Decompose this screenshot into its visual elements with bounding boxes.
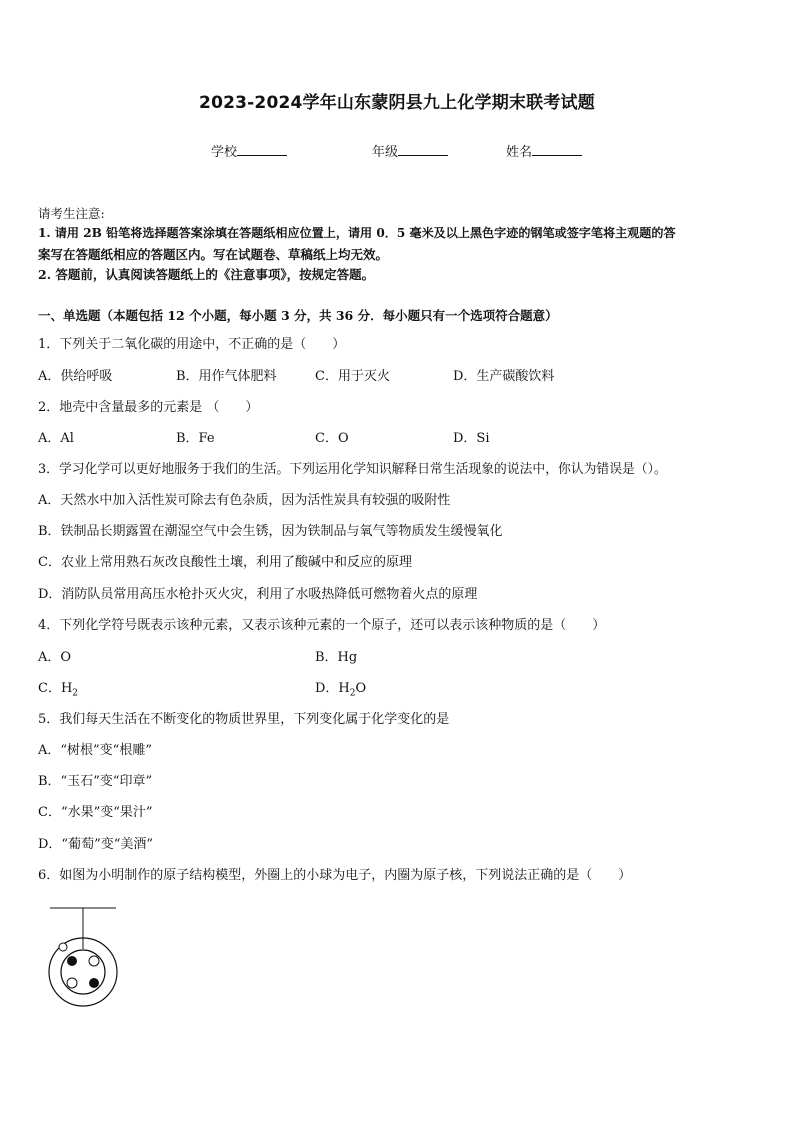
q5-option-c: C．“水果”变“果汁” [38,805,153,820]
q4-option-d-text-end: O [355,681,367,696]
q5-option-a: A．“树根”变“根雕” [38,743,152,758]
notice-line-1: 1. 请用 2B 铅笔将选择题答案涂填在答题纸相应位置上，请用 0．5 毫米及以上黑色字迹的钢笔或签字笔将主观题的答 [38,226,676,240]
grade-blank [398,142,448,156]
notice-line-1b: 案写在答题纸相应的答题区内。写在试题卷、草稿纸上均无效。 [38,247,389,262]
electron [59,943,67,951]
q3-option-a: A．天然水中加入活性炭可除去有色杂质，因为活性炭具有较强的吸附性 [38,493,451,508]
q4-option-c-text: C．H [38,681,73,696]
q4-option-c-subscript: 2 [72,688,79,699]
name-blank [532,142,582,156]
question-4-stem: 4．下列化学符号既表示该种元素，又表示该种元素的一个原子，还可以表示该种物质的是（ ） [38,618,606,633]
grade-label: 年级 [372,145,399,160]
notice-heading: 请考生注意: [38,206,105,221]
section-heading: 一、单选题（本题包括 12 个小题，每小题 3 分，共 36 分．每小题只有一个选项符合题意） [38,308,558,323]
q3-option-c: C．农业上常用熟石灰改良酸性土壤，利用了酸碱中和反应的原理 [38,555,412,570]
q5-option-b: B．“玉石”变“印章” [38,774,153,789]
school-blank [237,142,287,156]
q2-option-b: B．Fe [176,431,215,446]
q4-option-d [315,677,366,699]
name-field [506,141,582,160]
name-label: 姓名 [506,145,533,160]
q4-option-b: B．Hg [315,650,358,665]
nucleus-particle-dark [67,956,77,966]
q1-option-a: A．供给呼吸 [38,369,113,384]
question-6-stem: 6．如图为小明制作的原子结构模型，外圈上的小球为电子，内圈为原子核，下列说法正确的是（ ） [38,868,632,883]
q2-option-c: C．O [315,431,349,446]
nucleus-particle-light [89,956,99,966]
q4-option-d-text: D．H [315,681,350,696]
nucleus-particle-light [67,978,77,988]
page-title: 2023-2024学年山东蒙阴县九上化学期末联考试题 [199,93,595,113]
question-3-stem: 3．学习化学可以更好地服务于我们的生活。下列运用化学知识解释日常生活现象的说法中，你认为错误是（）。 [38,462,667,477]
q1-option-d: D．生产碳酸饮料 [453,369,555,384]
q1-option-b: B．用作气体肥料 [176,369,277,384]
grade-field [372,141,448,160]
school-field [211,141,287,160]
inner-ring [61,950,105,994]
school-label: 学校 [211,145,238,160]
q2-option-a: A．Al [38,431,74,446]
q3-option-b: B．铁制品长期露置在潮湿空气中会生锈，因为铁制品与氧气等物质发生缓慢氧化 [38,524,503,539]
atom-model-figure [44,903,124,1008]
question-5-stem: 5．我们每天生活在不断变化的物质世界里，下列变化属于化学变化的是 [38,712,450,727]
q4-option-a: A．O [38,650,72,665]
q5-option-d: D．“葡萄”变“美酒” [38,837,154,852]
question-2-stem: 2．地壳中含量最多的元素是 （ ） [38,400,259,415]
question-1-stem: 1．下列关于二氧化碳的用途中，不正确的是（ ） [38,337,346,352]
q4-option-d-subscript: 2 [349,688,356,699]
notice-line-2: 2. 答题前，认真阅读答题纸上的《注意事项》，按规定答题。 [38,267,375,282]
q2-option-d: D．Si [453,431,490,446]
q1-option-c: C．用于灭火 [315,369,390,384]
q4-option-c [38,677,78,699]
nucleus-particle-dark [89,978,99,988]
q3-option-d: D．消防队员常用高压水枪扑灭火灾，利用了水吸热降低可燃物着火点的原理 [38,587,478,602]
